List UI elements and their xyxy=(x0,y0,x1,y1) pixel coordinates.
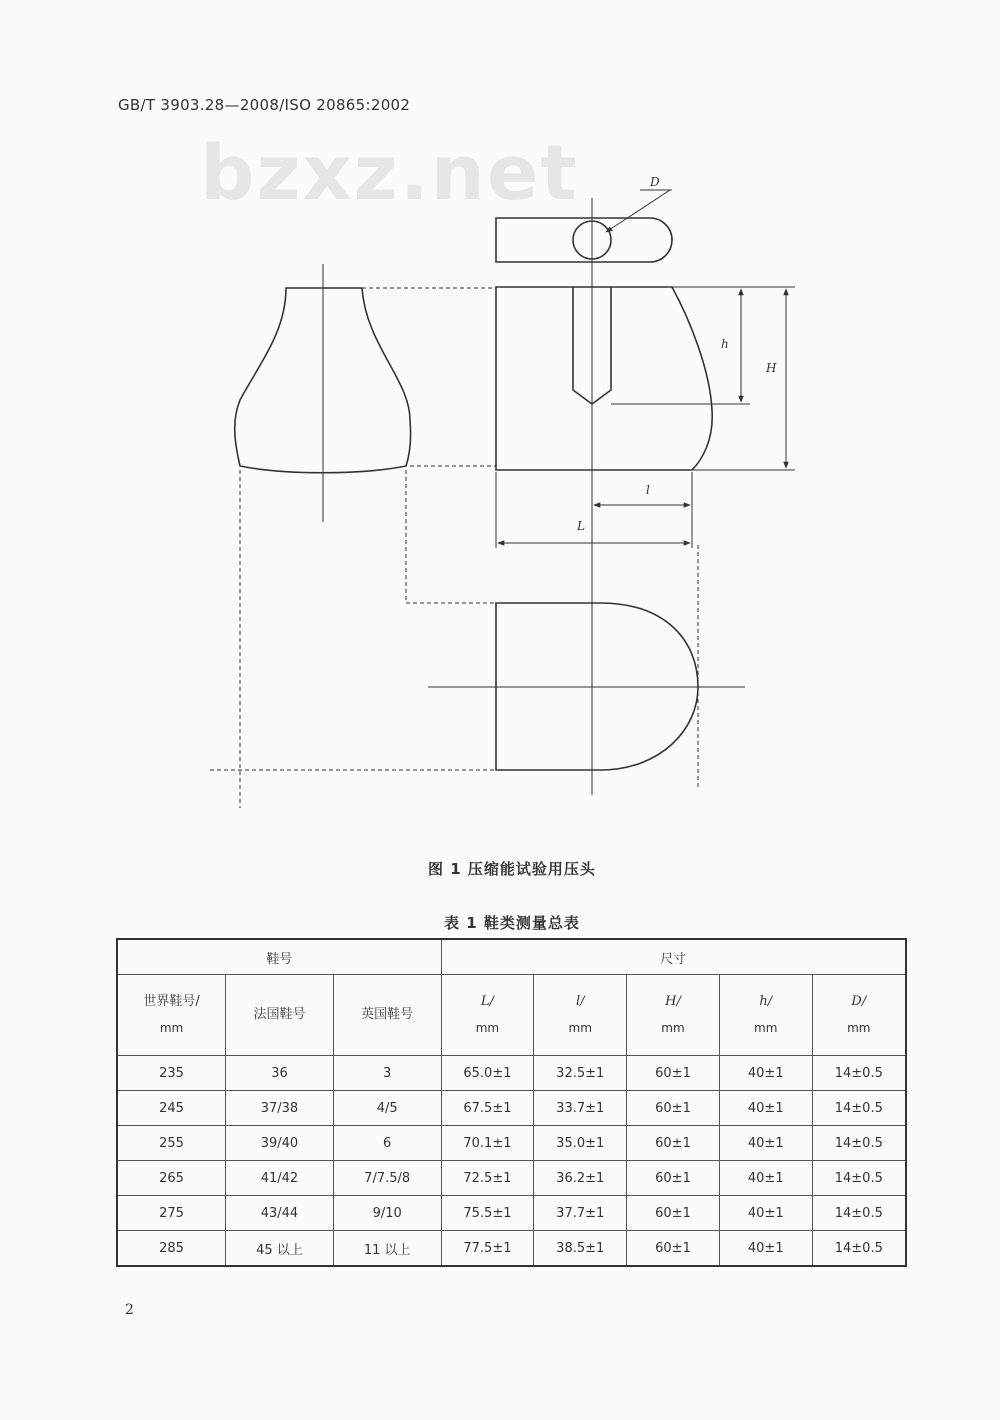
table-cell: 14±0.5 xyxy=(812,1056,906,1091)
table-caption: 表 1 鞋类测量总表 xyxy=(444,914,580,932)
column-header: l/ mm xyxy=(534,975,627,1056)
table-cell: 40±1 xyxy=(719,1126,812,1161)
column-header: H/ mm xyxy=(627,975,720,1056)
table-cell: 4/5 xyxy=(333,1091,441,1126)
table-cell: 14±0.5 xyxy=(812,1231,906,1267)
group-header-shoe-size: 鞋号 xyxy=(117,939,441,975)
table-cell: 40±1 xyxy=(719,1056,812,1091)
standard-header: GB/T 3903.28—2008/ISO 20865:2002 xyxy=(118,96,411,114)
table-cell: 45 以上 xyxy=(226,1231,334,1267)
table-cell: 43/44 xyxy=(226,1196,334,1231)
indenter-side-view xyxy=(496,287,712,470)
table-cell: 67.5±1 xyxy=(441,1091,534,1126)
table-cell: 40±1 xyxy=(719,1231,812,1267)
table-row xyxy=(117,1056,906,1091)
label-h: h xyxy=(721,337,729,351)
label-H: H xyxy=(766,361,777,375)
table-cell: 35.0±1 xyxy=(534,1126,627,1161)
table-row xyxy=(117,1126,906,1161)
table-cell: 75.5±1 xyxy=(441,1196,534,1231)
table-cell: 36 xyxy=(226,1056,334,1091)
table-row xyxy=(117,1231,906,1267)
label-D: D xyxy=(650,175,660,189)
table-cell: 41/42 xyxy=(226,1161,334,1196)
column-header: L/ mm xyxy=(441,975,534,1056)
table-cell: 285 xyxy=(117,1231,226,1267)
table-cell: 255 xyxy=(117,1126,226,1161)
figure-caption: 图 1 压缩能试验用压头 xyxy=(428,860,596,878)
table-cell: 60±1 xyxy=(627,1126,720,1161)
table-row xyxy=(117,1091,906,1126)
table-cell: 14±0.5 xyxy=(812,1091,906,1126)
table-cell: 60±1 xyxy=(627,1161,720,1196)
label-L: L xyxy=(577,519,585,533)
dim-D-leader xyxy=(606,190,670,232)
table-cell: 6 xyxy=(333,1126,441,1161)
table-cell: 14±0.5 xyxy=(812,1161,906,1196)
table-cell: 245 xyxy=(117,1091,226,1126)
table-cell: 32.5±1 xyxy=(534,1056,627,1091)
table-cell: 77.5±1 xyxy=(441,1231,534,1267)
table-cell: 37/38 xyxy=(226,1091,334,1126)
table-cell: 39/40 xyxy=(226,1126,334,1161)
label-l: l xyxy=(646,483,650,497)
table-cell: 60±1 xyxy=(627,1091,720,1126)
table-cell: 40±1 xyxy=(719,1091,812,1126)
table-cell: 14±0.5 xyxy=(812,1126,906,1161)
table-cell: 33.7±1 xyxy=(534,1091,627,1126)
table-cell: 235 xyxy=(117,1056,226,1091)
shoe-measurement-table xyxy=(116,938,907,1267)
table-cell: 36.2±1 xyxy=(534,1161,627,1196)
table-cell: 3 xyxy=(333,1056,441,1091)
table-cell: 40±1 xyxy=(719,1161,812,1196)
column-header: 英国鞋号 xyxy=(333,975,441,1056)
column-header: D/ mm xyxy=(812,975,906,1056)
table-cell: 9/10 xyxy=(333,1196,441,1231)
column-header: 法国鞋号 xyxy=(226,975,334,1056)
table-row xyxy=(117,1161,906,1196)
table-cell: 70.1±1 xyxy=(441,1126,534,1161)
table-cell: 38.5±1 xyxy=(534,1231,627,1267)
column-header: h/ mm xyxy=(719,975,812,1056)
table-cell: 60±1 xyxy=(627,1231,720,1267)
table-cell: 14±0.5 xyxy=(812,1196,906,1231)
table-row xyxy=(117,1196,906,1231)
column-header: 世界鞋号/ mm xyxy=(117,975,226,1056)
group-header-dimensions: 尺寸 xyxy=(441,939,906,975)
table-cell: 11 以上 xyxy=(333,1231,441,1267)
table-cell: 60±1 xyxy=(627,1056,720,1091)
table-cell: 7/7.5/8 xyxy=(333,1161,441,1196)
table-cell: 60±1 xyxy=(627,1196,720,1231)
page-number: 2 xyxy=(125,1302,134,1318)
table-cell: 265 xyxy=(117,1161,226,1196)
table-cell: 72.5±1 xyxy=(441,1161,534,1196)
indenter-top-cap xyxy=(496,218,672,262)
table-cell: 40±1 xyxy=(719,1196,812,1231)
table-cell: 37.7±1 xyxy=(534,1196,627,1231)
watermark: bzxz.net xyxy=(200,128,579,217)
table-cell: 65.0±1 xyxy=(441,1056,534,1091)
table-cell: 275 xyxy=(117,1196,226,1231)
